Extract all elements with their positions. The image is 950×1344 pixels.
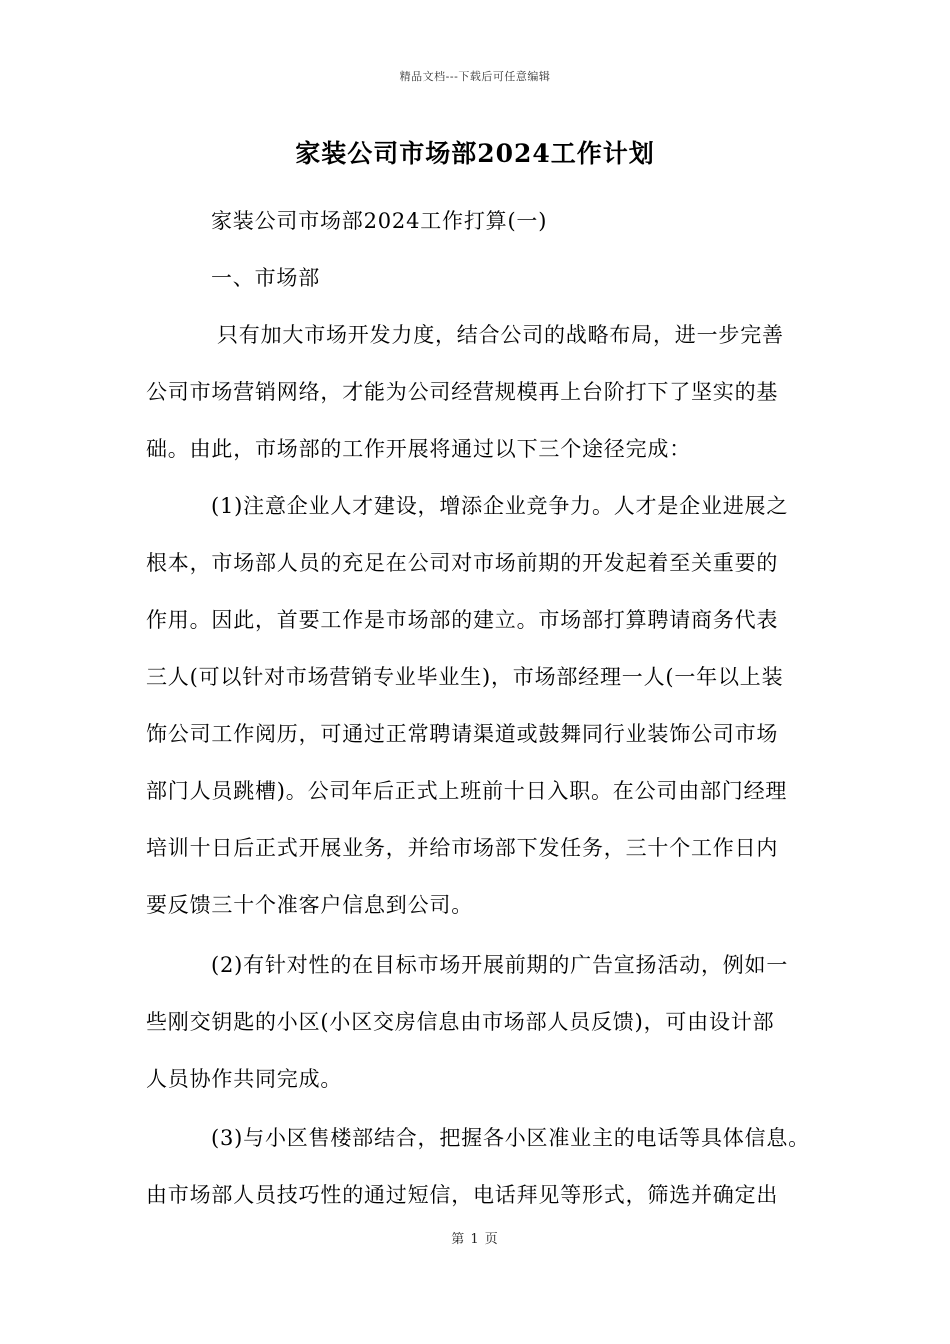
- document-title: 家装公司市场部2024工作计划: [295, 139, 655, 168]
- section-heading: 一、市场部: [211, 266, 320, 290]
- paragraph-line: 人员协作共同完成。: [146, 1067, 343, 1091]
- paragraph-line: 要反馈三十个准客户信息到公司。: [146, 893, 473, 917]
- subtitle: 家装公司市场部2024工作打算(一): [211, 209, 548, 233]
- paragraph-line: 础。由此，市场部的工作开展将通过以下三个途径完成：: [146, 437, 691, 461]
- paragraph-line: (2)有针对性的在目标市场开展前期的广告宣扬活动，例如一: [211, 953, 789, 977]
- paragraph-line: 根本，市场部人员的充足在公司对市场前期的开发起着至关重要的: [146, 551, 779, 575]
- paragraph-line: (3)与小区售楼部结合，把握各小区准业主的电话等具体信息。: [211, 1126, 810, 1150]
- paragraph-line: 培训十日后正式开展业务，并给市场部下发任务，三十个工作日内: [146, 836, 779, 860]
- paragraph-line: 饰公司工作阅历，可通过正常聘请渠道或鼓舞同行业装饰公司市场: [146, 722, 779, 746]
- page-number: 第 1 页: [451, 1232, 499, 1247]
- paragraph-line: 只有加大市场开发力度，结合公司的战略布局，进一步完善: [217, 323, 784, 347]
- paragraph-line: 由市场部人员技巧性的通过短信，电话拜见等形式，筛选并确定出: [146, 1183, 779, 1207]
- paragraph-line: 作用。因此，首要工作是市场部的建立。市场部打算聘请商务代表: [146, 608, 779, 632]
- paragraph-line: 些刚交钥匙的小区(小区交房信息由市场部人员反馈)，可由设计部: [146, 1010, 775, 1034]
- paragraph-line: (1)注意企业人才建设，增添企业竞争力。人才是企业进展之: [211, 494, 789, 518]
- paragraph-line: 公司市场营销网络，才能为公司经营规模再上台阶打下了坚实的基: [146, 380, 779, 404]
- paragraph-line: 部门人员跳槽)。公司年后正式上班前十日入职。在公司由部门经理: [146, 779, 788, 803]
- paragraph-line: 三人(可以针对市场营销专业毕业生)，市场部经理一人(一年以上装: [146, 665, 784, 689]
- header-note: 精品文档---下载后可任意编辑: [399, 70, 551, 83]
